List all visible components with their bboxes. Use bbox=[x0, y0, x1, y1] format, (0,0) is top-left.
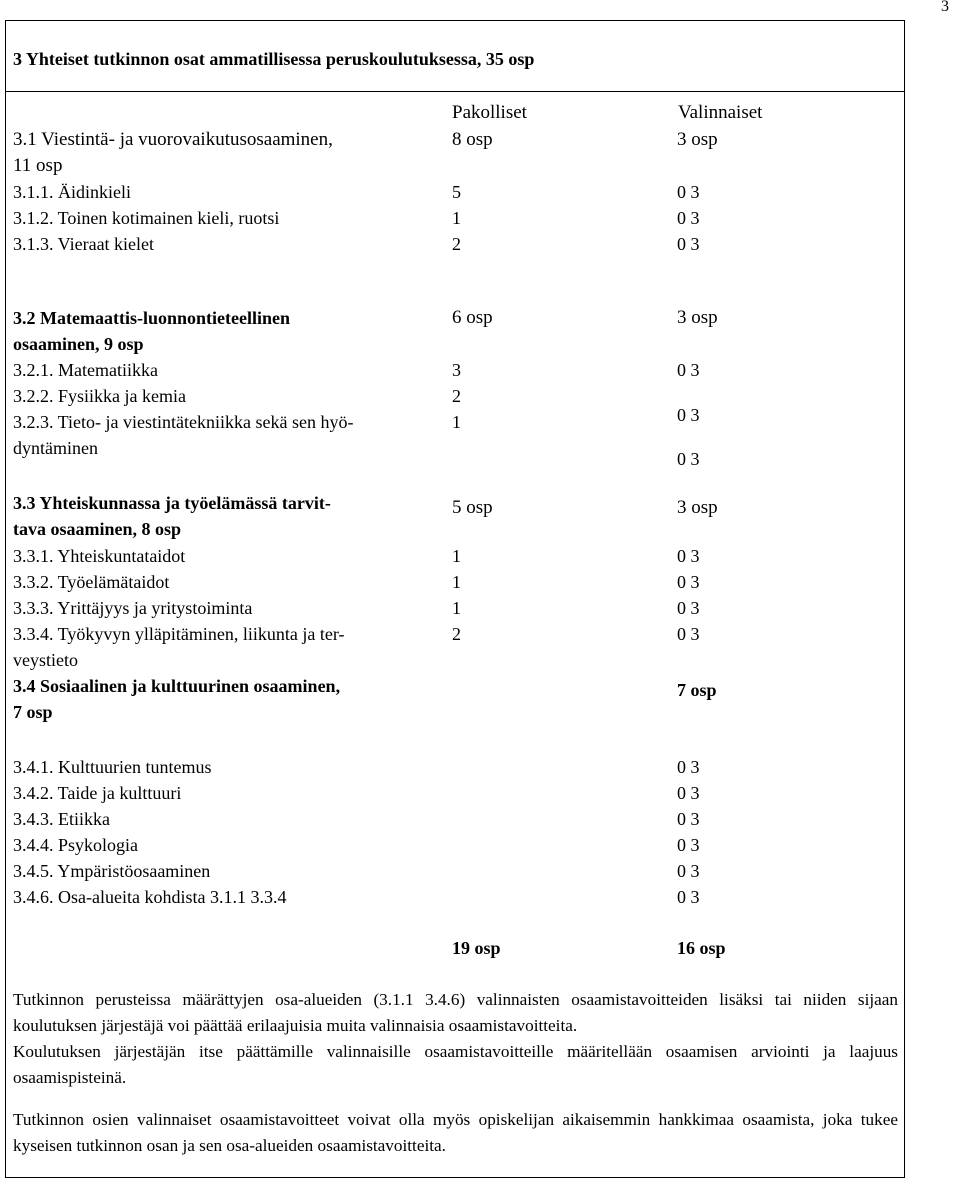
note-paragraph: Tutkinnon osien valinnaiset osaamistavoitteet voivat olla myös opiskelijan aikaisemmin hankkimaa osaamista, joka tukee kyseisen tutkinnon osan ja sen osa-alueiden osaamistavoitteita. bbox=[13, 1110, 898, 1155]
row-pakolliset: 2 bbox=[452, 234, 461, 254]
row-valinnaiset: 0 3 bbox=[677, 887, 700, 907]
row-valinnaiset: 0 3 bbox=[677, 783, 700, 803]
row-pakolliset: 1 bbox=[452, 412, 461, 432]
section-3-3-valinnaiset: 3 osp bbox=[677, 497, 718, 518]
row-valinnaiset: 0 3 bbox=[677, 234, 700, 254]
row-valinnaiset: 0 3 bbox=[677, 360, 700, 380]
row-label: 3.2.1. Matematiikka bbox=[13, 360, 158, 380]
row-label: 3.1.2. Toinen kotimainen kieli, ruotsi bbox=[13, 208, 280, 228]
note-paragraph: Tutkinnon perusteissa määrättyjen osa-alueiden (3.1.1 3.4.6) valinnaisten osaamistavoitteiden lisäksi tai niiden sijaan koulutuksen järjestäjä voi päättää erilaajuisia muita valinnaisia osaamistavoitteita. bbox=[13, 990, 898, 1035]
section-3-2-valinnaiset: 3 osp bbox=[677, 307, 718, 328]
page-title: 3 Yhteiset tutkinnon osat ammatillisessa peruskoulutuksessa, 35 osp bbox=[13, 49, 535, 69]
row-valinnaiset: 0 3 bbox=[677, 757, 700, 777]
header-pakolliset: Pakolliset bbox=[452, 102, 527, 123]
row-label: 3.4.1. Kulttuurien tuntemus bbox=[13, 757, 212, 777]
section-3-4-valinnaiset: 7 osp bbox=[677, 680, 717, 700]
row-label: 3.4.5. Ympäristöosaaminen bbox=[13, 861, 211, 881]
row-label: 3.2.3. Tieto- ja viestintätekniikka sekä sen hyö- bbox=[13, 412, 354, 432]
section-3-3-heading-cont: tava osaaminen, 8 osp bbox=[13, 519, 182, 539]
total-pakolliset: 19 osp bbox=[452, 938, 501, 958]
row-valinnaiset: 0 3 bbox=[677, 809, 700, 829]
header-valinnaiset: Valinnaiset bbox=[678, 102, 763, 123]
section-3-4-heading-cont: 7 osp bbox=[13, 702, 53, 722]
row-valinnaiset: 0 3 bbox=[677, 835, 700, 855]
row-pakolliset: 1 bbox=[452, 208, 461, 228]
row-valinnaiset: 0 3 bbox=[677, 405, 700, 425]
row-label: 3.3.4. Työkyvyn ylläpitäminen, liikunta ja ter- bbox=[13, 624, 345, 644]
row-label: 3.1.3. Vieraat kielet bbox=[13, 234, 155, 254]
row-label: 3.3.2. Työelämätaidot bbox=[13, 572, 170, 592]
row-valinnaiset: 0 3 bbox=[677, 546, 700, 566]
row-label: 3.4.2. Taide ja kulttuuri bbox=[13, 783, 182, 803]
title-divider bbox=[6, 91, 904, 92]
row-pakolliset: 2 bbox=[452, 624, 461, 644]
row-label: 3.2.2. Fysiikka ja kemia bbox=[13, 386, 186, 406]
row-label: 3.3.3. Yrittäjyys ja yritystoiminta bbox=[13, 598, 253, 618]
section-3-4-heading: 3.4 Sosiaalinen ja kulttuurinen osaaminen, bbox=[13, 676, 341, 696]
row-valinnaiset: 0 3 bbox=[677, 624, 700, 644]
row-pakolliset: 3 bbox=[452, 360, 461, 380]
row-pakolliset: 1 bbox=[452, 572, 461, 592]
section-3-1-heading: 3.1 Viestintä- ja vuorovaikutusosaaminen, bbox=[13, 129, 333, 150]
section-3-1-heading-cont: 11 osp bbox=[13, 155, 63, 176]
section-3-2-pakolliset: 6 osp bbox=[452, 307, 493, 328]
section-3-1-pakolliset: 8 osp bbox=[452, 129, 493, 150]
row-valinnaiset: 0 3 bbox=[677, 861, 700, 881]
row-valinnaiset: 0 3 bbox=[677, 182, 700, 202]
row-label-cont: dyntäminen bbox=[13, 438, 98, 458]
row-valinnaiset: 0 3 bbox=[677, 449, 700, 469]
total-valinnaiset: 16 osp bbox=[677, 938, 726, 958]
row-pakolliset: 2 bbox=[452, 386, 461, 406]
row-label: 3.4.6. Osa-alueita kohdista 3.1.1 3.3.4 bbox=[13, 887, 287, 907]
section-3-2-heading: 3.2 Matemaattis-luonnontieteellinen bbox=[13, 308, 290, 328]
row-valinnaiset: 0 3 bbox=[677, 572, 700, 592]
section-3-2-heading-cont: osaaminen, 9 osp bbox=[13, 334, 144, 354]
row-pakolliset: 1 bbox=[452, 598, 461, 618]
row-valinnaiset: 0 3 bbox=[677, 208, 700, 228]
note-paragraph: Koulutuksen järjestäjän itse päättämille valinnaisille osaamistavoitteille määritellään osaamisen arviointi ja laajuus osaamispisteinä. bbox=[13, 1042, 898, 1087]
row-pakolliset: 5 bbox=[452, 182, 461, 202]
row-label: 3.4.3. Etiikka bbox=[13, 809, 110, 829]
row-label: 3.3.1. Yhteiskuntataidot bbox=[13, 546, 186, 566]
document-frame bbox=[5, 20, 905, 1178]
section-3-3-heading: 3.3 Yhteiskunnassa ja työelämässä tarvit- bbox=[13, 493, 331, 513]
row-pakolliset: 1 bbox=[452, 546, 461, 566]
row-label: 3.1.1. Äidinkieli bbox=[13, 182, 131, 202]
section-3-1-valinnaiset: 3 osp bbox=[677, 129, 718, 150]
row-label-cont: veystieto bbox=[13, 650, 78, 670]
row-valinnaiset: 0 3 bbox=[677, 598, 700, 618]
section-3-3-pakolliset: 5 osp bbox=[452, 497, 493, 518]
row-label: 3.4.4. Psykologia bbox=[13, 835, 139, 855]
page-number: 3 bbox=[941, 0, 949, 15]
